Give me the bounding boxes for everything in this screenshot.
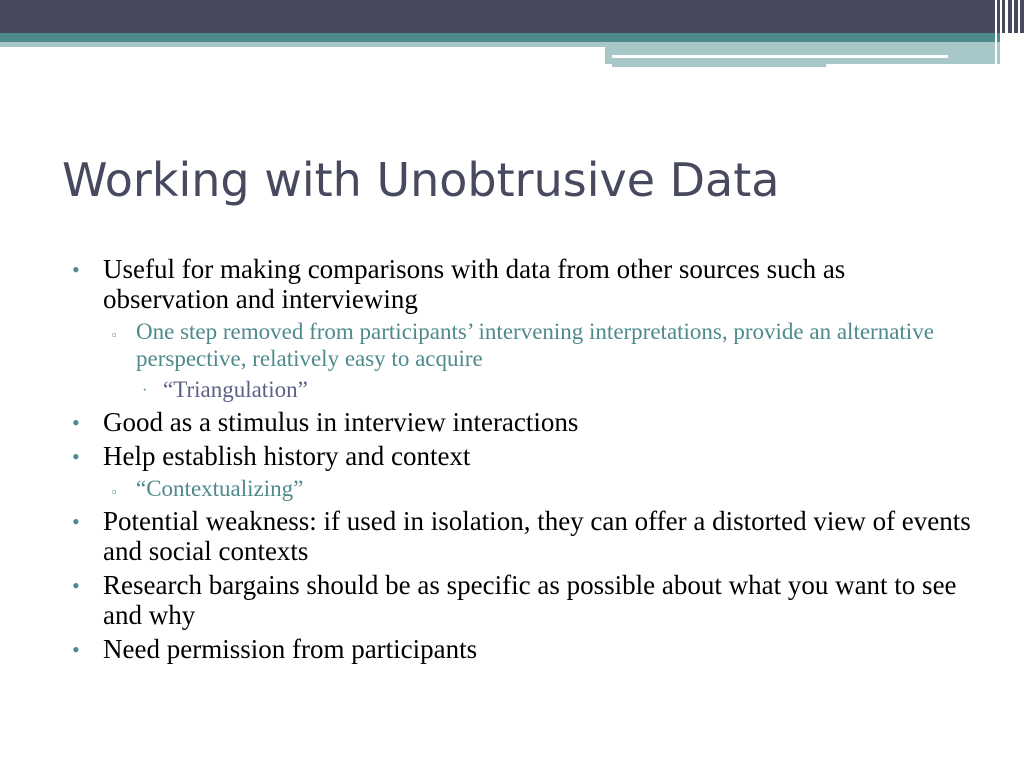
- bullet-dot-icon: •: [72, 410, 80, 435]
- bullet-square-icon: ▫: [112, 327, 117, 342]
- bullet-text: Good as a stimulus in interview interactions: [103, 407, 579, 437]
- header-white-line: [612, 55, 948, 58]
- slide-title: Working with Unobtrusive Data: [62, 153, 780, 207]
- bullet-dot-icon: •: [72, 637, 80, 662]
- bullet-item: [72, 407, 972, 437]
- bullet-item: [72, 570, 972, 630]
- header-step-block: [605, 42, 1000, 64]
- bullet-text: Research bargains should be as specific as possible about what you want to see and why: [103, 570, 957, 630]
- bullet-text: Useful for making comparisons with data from other sources such as observation and interviewing: [103, 254, 846, 314]
- bullet-item: [72, 634, 972, 664]
- sub-bullet-text: One step removed from participants’ intervening interpretations, provide an alternative perspective, relatively easy to acquire: [136, 319, 934, 371]
- sub-bullet-item: [112, 318, 972, 372]
- sub-bullet-text: “Contextualizing”: [136, 476, 304, 501]
- bullet-text: Potential weakness: if used in isolation, they can offer a distorted view of events and social contexts: [103, 506, 971, 566]
- bullet-square-icon: ▫: [112, 484, 117, 499]
- bullet-item: [72, 506, 972, 566]
- header-stripes: [993, 0, 1024, 70]
- bullet-dot-icon: •: [72, 509, 80, 534]
- bullet-item: [72, 441, 972, 471]
- bullet-text: Help establish history and context: [103, 441, 471, 471]
- header-line-left: [0, 42, 605, 47]
- header-bottom-line: [612, 64, 826, 67]
- sub-sub-bullet-text: “Triangulation”: [163, 377, 308, 402]
- header-band-dark: [0, 0, 1024, 33]
- bullet-item: [72, 254, 972, 314]
- bullet-list: [72, 254, 972, 668]
- sub-bullet-item: [112, 475, 972, 502]
- bullet-small-dot-icon: ·: [142, 382, 148, 399]
- sub-sub-bullet-item: [140, 376, 972, 403]
- bullet-dot-icon: •: [72, 257, 80, 282]
- bullet-text: Need permission from participants: [103, 634, 478, 664]
- bullet-dot-icon: •: [72, 444, 80, 469]
- bullet-dot-icon: •: [72, 573, 80, 598]
- header-band-teal: [0, 33, 1000, 42]
